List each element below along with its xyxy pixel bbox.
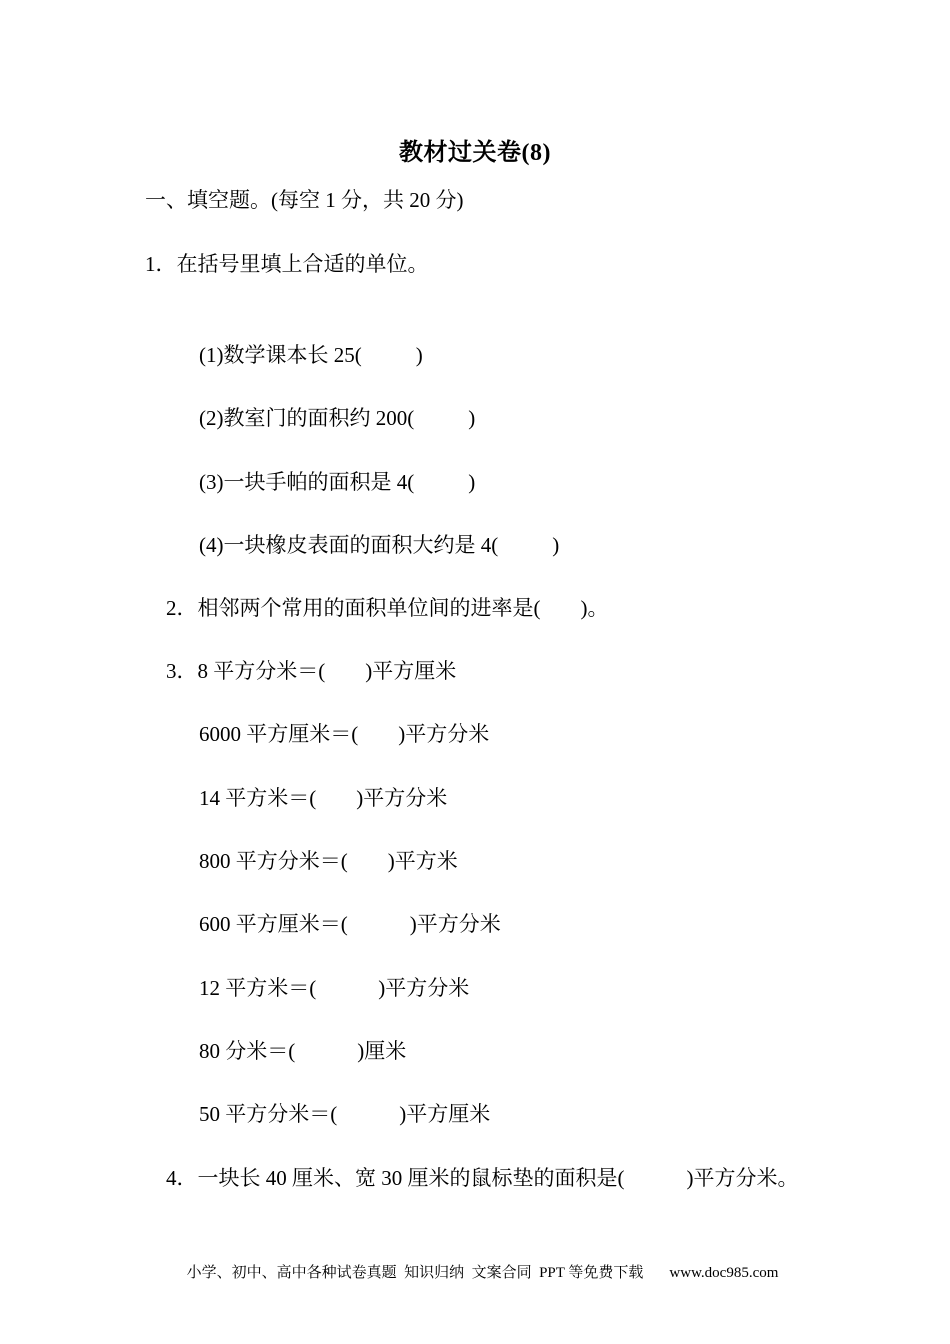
item-text: (3)一块手帕的面积是 4( [199, 470, 415, 494]
page-footer [0, 1244, 950, 1299]
item-text: )平方厘米 [365, 659, 457, 683]
footer-text: 小学、初中、高中各种试卷真题 知识归纳 文案合同 PPT 等免费下载 [186, 1265, 644, 1281]
item-text: 6000 平方厘米＝( [199, 722, 359, 746]
item-text: ) [468, 470, 476, 494]
footer-url[interactable]: www.doc985.com [669, 1265, 779, 1281]
item-text: (4)一块橡皮表面的面积大约是 4( [199, 533, 499, 557]
item-text: )平方厘米 [399, 1102, 491, 1126]
question-1-stem: 1．在括号里填上合适的单位。 [145, 252, 429, 276]
item-text: ) [552, 533, 560, 557]
question-4 [145, 1136, 799, 1220]
item-text: ) [415, 343, 423, 367]
item-text: )平方分米 [398, 722, 490, 746]
section-heading: 一、填空题。(每空 1 分，共 20 分) [145, 188, 464, 212]
item-text: )厘米 [357, 1039, 407, 1063]
item-text: (2)教室门的面积约 200( [199, 406, 415, 430]
item-text: (1)数学课本长 25( [199, 343, 362, 367]
item-text: 14 平方米＝( [199, 786, 317, 810]
item-text: 4．一块长 40 厘米、宽 30 厘米的鼠标垫的面积是( [166, 1166, 625, 1190]
item-text: )平方米 [387, 849, 458, 873]
item-text: 800 平方分米＝( [199, 849, 348, 873]
item-text: 3．8 平方分米＝( [166, 659, 326, 683]
item-text: 80 分米＝( [199, 1039, 296, 1063]
item-text: ) [468, 406, 476, 430]
item-text: 50 平方分米＝( [199, 1102, 338, 1126]
item-text: )平方分米 [356, 786, 448, 810]
item-text: )。 [580, 596, 609, 620]
item-text: 600 平方厘米＝( [199, 912, 348, 936]
item-text: )平方分米。 [686, 1166, 799, 1190]
item-text: )平方分米 [378, 976, 470, 1000]
item-text: 2．相邻两个常用的面积单位间的进率是( [166, 596, 541, 620]
item-text: 12 平方米＝( [199, 976, 317, 1000]
item-text: )平方分米 [409, 912, 501, 936]
page-title: 教材过关卷(8) [399, 140, 551, 166]
